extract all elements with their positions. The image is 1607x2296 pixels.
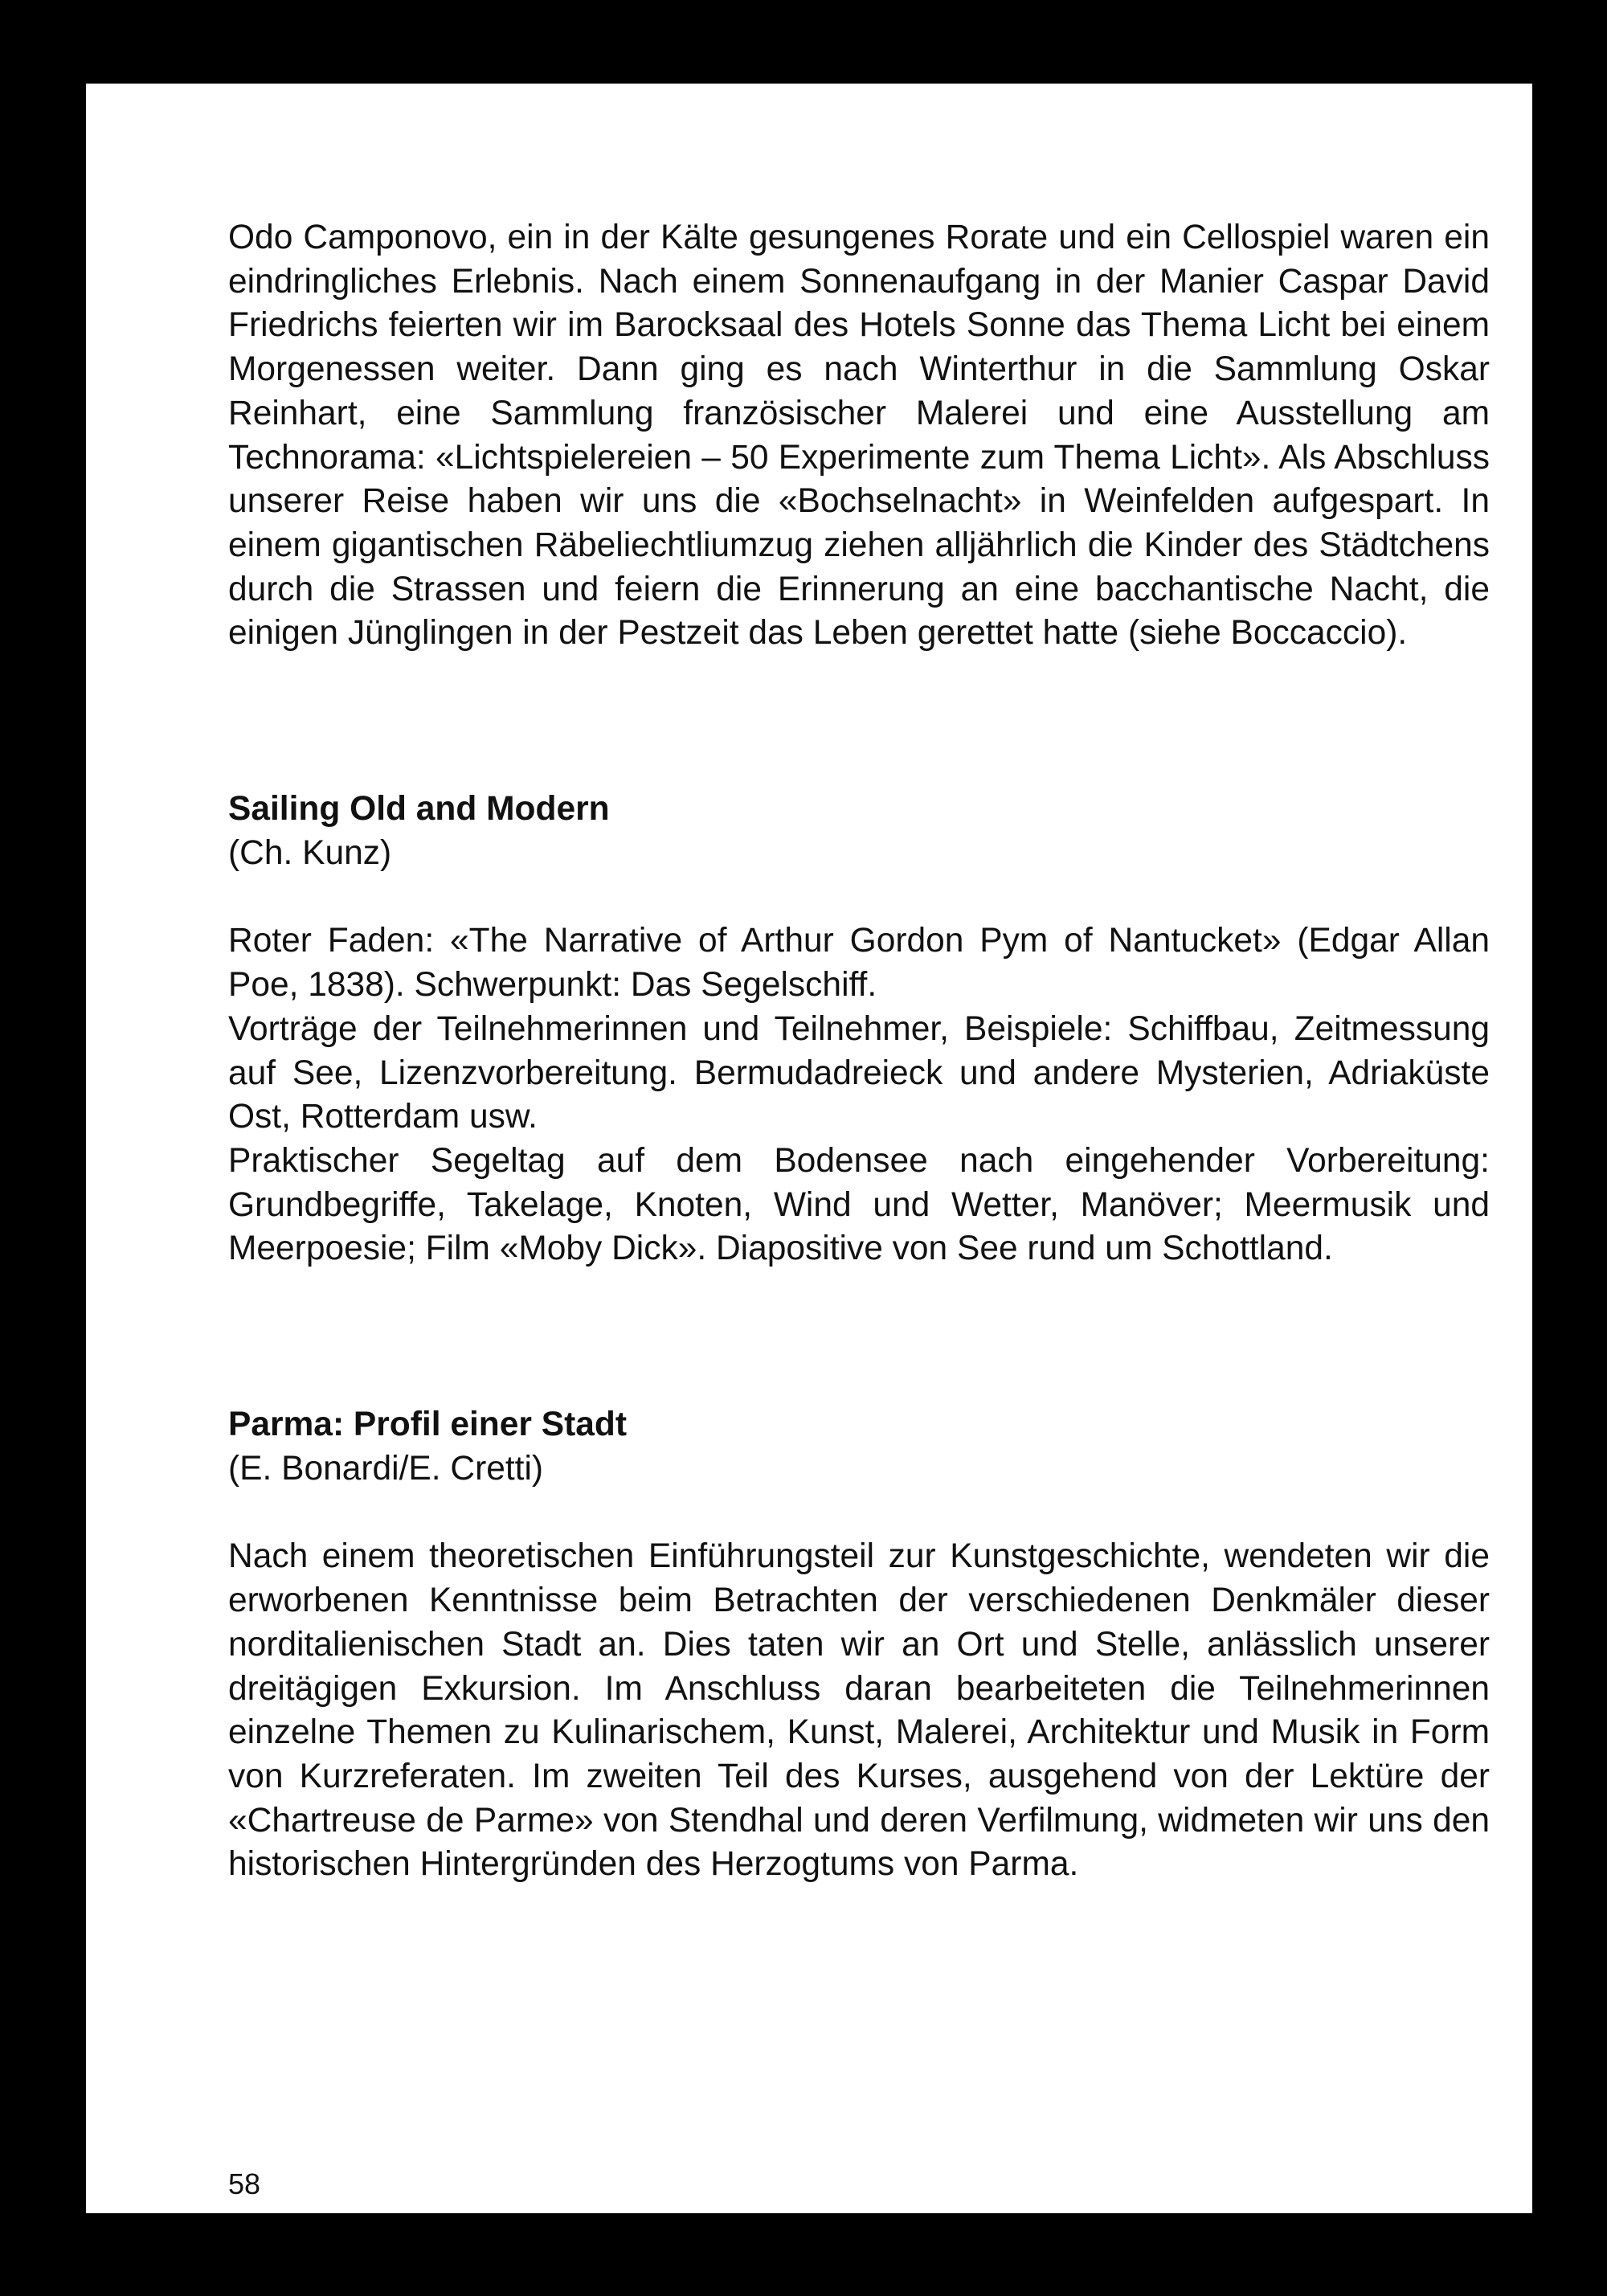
section-paragraph: Vorträge der Teilnehmerinnen und Teilnehmer, Beispiele: Schiffbau, Zeitmessung auf See, Lizenzvorbereitung. Bermudadreieck und andere Mysterien, Adriaküste Ost, Rotterdam usw. [228,1009,1490,1136]
section-title: Parma: Profil einer Stadt [228,1406,627,1444]
section-title: Sailing Old and Modern [228,790,610,829]
section-authors: (Ch. Kunz) [228,833,392,872]
section-paragraph: Praktischer Segeltag auf dem Bodensee nach eingehender Vorbereitung: Grundbegriffe, Takelage, Knoten, Wind und Wetter, Manöver; Meermusik und Meerpoesie; Film «Moby Dick». Diapositive von See rund um Schottland. [228,1141,1490,1268]
page [86,84,1532,2213]
intro-paragraph: Odo Camponovo, ein in der Kälte gesungenes Rorate und ein Cellospiel waren ein eindringliches Erlebnis. Nach einem Sonnenaufgang in der Manier Caspar David Friedrichs feierten wir im Barocksaal des Hotels Sonne das Thema Licht bei einem Morgenessen weiter. Dann ging es nach Winterthur in die Sammlung Oskar Reinhart, eine Sammlung französischer Malerei und eine Ausstellung am Technorama: «Lichtspielereien – 50 Experimente zum Thema Licht». Als Abschluss unserer Reise haben wir uns die «Bochselnacht» in Weinfelden aufgespart. In einem gigantischen Räbeliechtliumzug ziehen alljährlich die Kinder des Städtchens durch die Strassen und feiern die Erinnerung an eine bacchantische Nacht, die einigen Jünglingen in der Pestzeit das Leben gerettet hatte (siehe Boccaccio). [228,219,1490,653]
section-parma [228,1403,1490,1887]
section-paragraph: Nach einem theoretischen Einführungsteil zur Kunstgeschichte, wendeten wir die erworbenen Kenntnisse beim Betrachten der verschiedenen Denkmäler dieser norditalienischen Stadt an. Dies taten wir an Ort und Stelle, anlässlich unserer dreitägigen Exkursion. Im Anschluss daran bearbeiteten die Teilnehmerinnen einzelne Themen zu Kulinarischem, Kunst, Malerei, Architektur und Musik in Form von Kurzreferaten. Im zweiten Teil des Kurses, ausgehend von der Lektüre der «Chartreuse de Parme» von Stendhal und deren Verfilmung, widmeten wir uns den historischen Hintergründen des Herzogtums von Parma. [228,1537,1490,1884]
page-content [228,216,1490,1887]
section-sailing [228,788,1490,1271]
section-authors: (E. Bonardi/E. Cretti) [228,1449,544,1488]
section-paragraph: Roter Faden: «The Narrative of Arthur Gordon Pym of Nantucket» (Edgar Allan Poe, 1838). Schwerpunkt: Das Segelschiff. [228,922,1490,1005]
page-number: 58 [228,2167,261,2200]
